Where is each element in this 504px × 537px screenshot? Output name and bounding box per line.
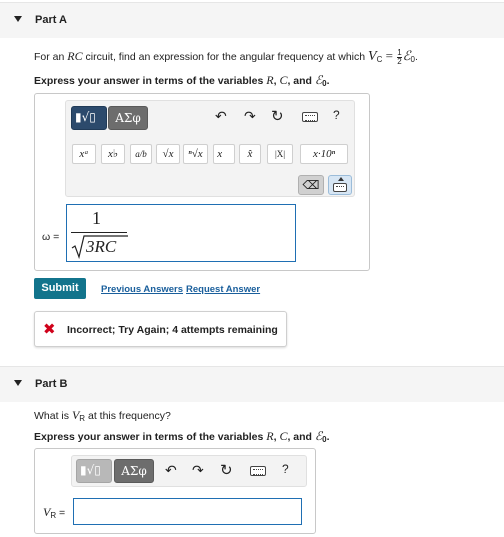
superscript-button[interactable]: xᵃ xyxy=(72,144,96,164)
collapse-triangle-icon[interactable] xyxy=(14,16,22,22)
greek-symbols-button[interactable]: ΑΣφ xyxy=(114,459,154,483)
help-icon[interactable]: ? xyxy=(333,108,340,122)
undo-icon[interactable]: ↶ xyxy=(165,462,177,478)
scientific-notation-button[interactable]: x·10ⁿ xyxy=(300,144,348,164)
math-buttons-row xyxy=(72,144,352,166)
half-fraction: $\frac{1}{2}$ xyxy=(397,47,402,66)
part-a-answer-input[interactable] xyxy=(66,204,296,262)
part-a-question: For an RC circuit, find an expression for the angular frequency at which $V_C$ = $\frac{1}{2}$ ℰ$_0$. xyxy=(34,47,418,66)
greek-symbols-button[interactable]: ΑΣφ xyxy=(108,106,148,130)
part-b-answer-box xyxy=(34,448,316,534)
nth-root-button[interactable]: ⁿ√x xyxy=(183,144,208,164)
vector-button[interactable]: x⃗ xyxy=(213,144,235,164)
keyboard-toggle-button[interactable] xyxy=(328,175,352,195)
vr-label: $V_R$ = xyxy=(43,505,66,520)
reset-icon[interactable]: ↻ xyxy=(271,108,284,125)
feedback-box xyxy=(34,311,287,347)
part-b-answer-input[interactable] xyxy=(73,498,302,525)
keyboard-icon[interactable] xyxy=(302,112,318,122)
part-a-math-toolbar xyxy=(65,100,355,197)
answer-numerator: 1 xyxy=(92,208,101,228)
part-a-header[interactable] xyxy=(0,2,504,38)
absolute-value-button[interactable]: |X| xyxy=(267,144,293,164)
answer-denominator: 3RC xyxy=(86,237,117,256)
part-b-instructions: Express your answer in terms of the variables R, C, and ℰ$_0$. xyxy=(34,429,330,444)
part-b-math-toolbar xyxy=(71,455,307,487)
omega-label: ω = xyxy=(42,231,60,243)
part-b-question: What is $V_R$ at this frequency? xyxy=(34,408,171,423)
part-b-title: Part B xyxy=(35,378,68,390)
fraction-button[interactable]: a/b xyxy=(130,144,152,164)
templates-button[interactable]: ▮√▯ xyxy=(76,459,112,483)
part-b-header[interactable] xyxy=(0,366,504,402)
sqrt-button[interactable]: √x xyxy=(156,144,180,164)
part-a-title: Part A xyxy=(35,14,67,26)
unit-vector-button[interactable]: x̂ xyxy=(239,144,261,164)
fraction-bar xyxy=(71,232,127,233)
help-icon[interactable]: ? xyxy=(282,462,289,476)
backspace-button[interactable] xyxy=(298,175,324,195)
redo-icon[interactable]: ↷ xyxy=(244,108,256,124)
part-a-answer-box xyxy=(34,93,370,271)
keyboard-icon xyxy=(333,183,347,192)
subscript-button[interactable]: x♭ xyxy=(101,144,125,164)
part-a-instructions: Express your answer in terms of the variables R, C, and ℰ$_0$. xyxy=(34,73,330,88)
redo-icon[interactable]: ↷ xyxy=(192,462,204,478)
templates-button[interactable]: ▮√▯ xyxy=(71,106,107,130)
reset-icon[interactable]: ↻ xyxy=(220,462,233,479)
request-answer-link[interactable]: Request Answer xyxy=(186,284,261,295)
undo-icon[interactable]: ↶ xyxy=(215,108,227,124)
feedback-message: Incorrect; Try Again; 4 attempts remaining xyxy=(67,324,278,336)
submit-button[interactable]: Submit xyxy=(34,278,86,299)
backspace-icon: ⌫ xyxy=(302,178,320,192)
collapse-triangle-icon[interactable] xyxy=(14,380,22,386)
previous-answers-link[interactable]: Previous Answers xyxy=(101,284,184,295)
keyboard-icon[interactable] xyxy=(250,466,266,476)
incorrect-icon: ✖ xyxy=(43,321,56,338)
chevron-up-icon xyxy=(338,177,344,181)
